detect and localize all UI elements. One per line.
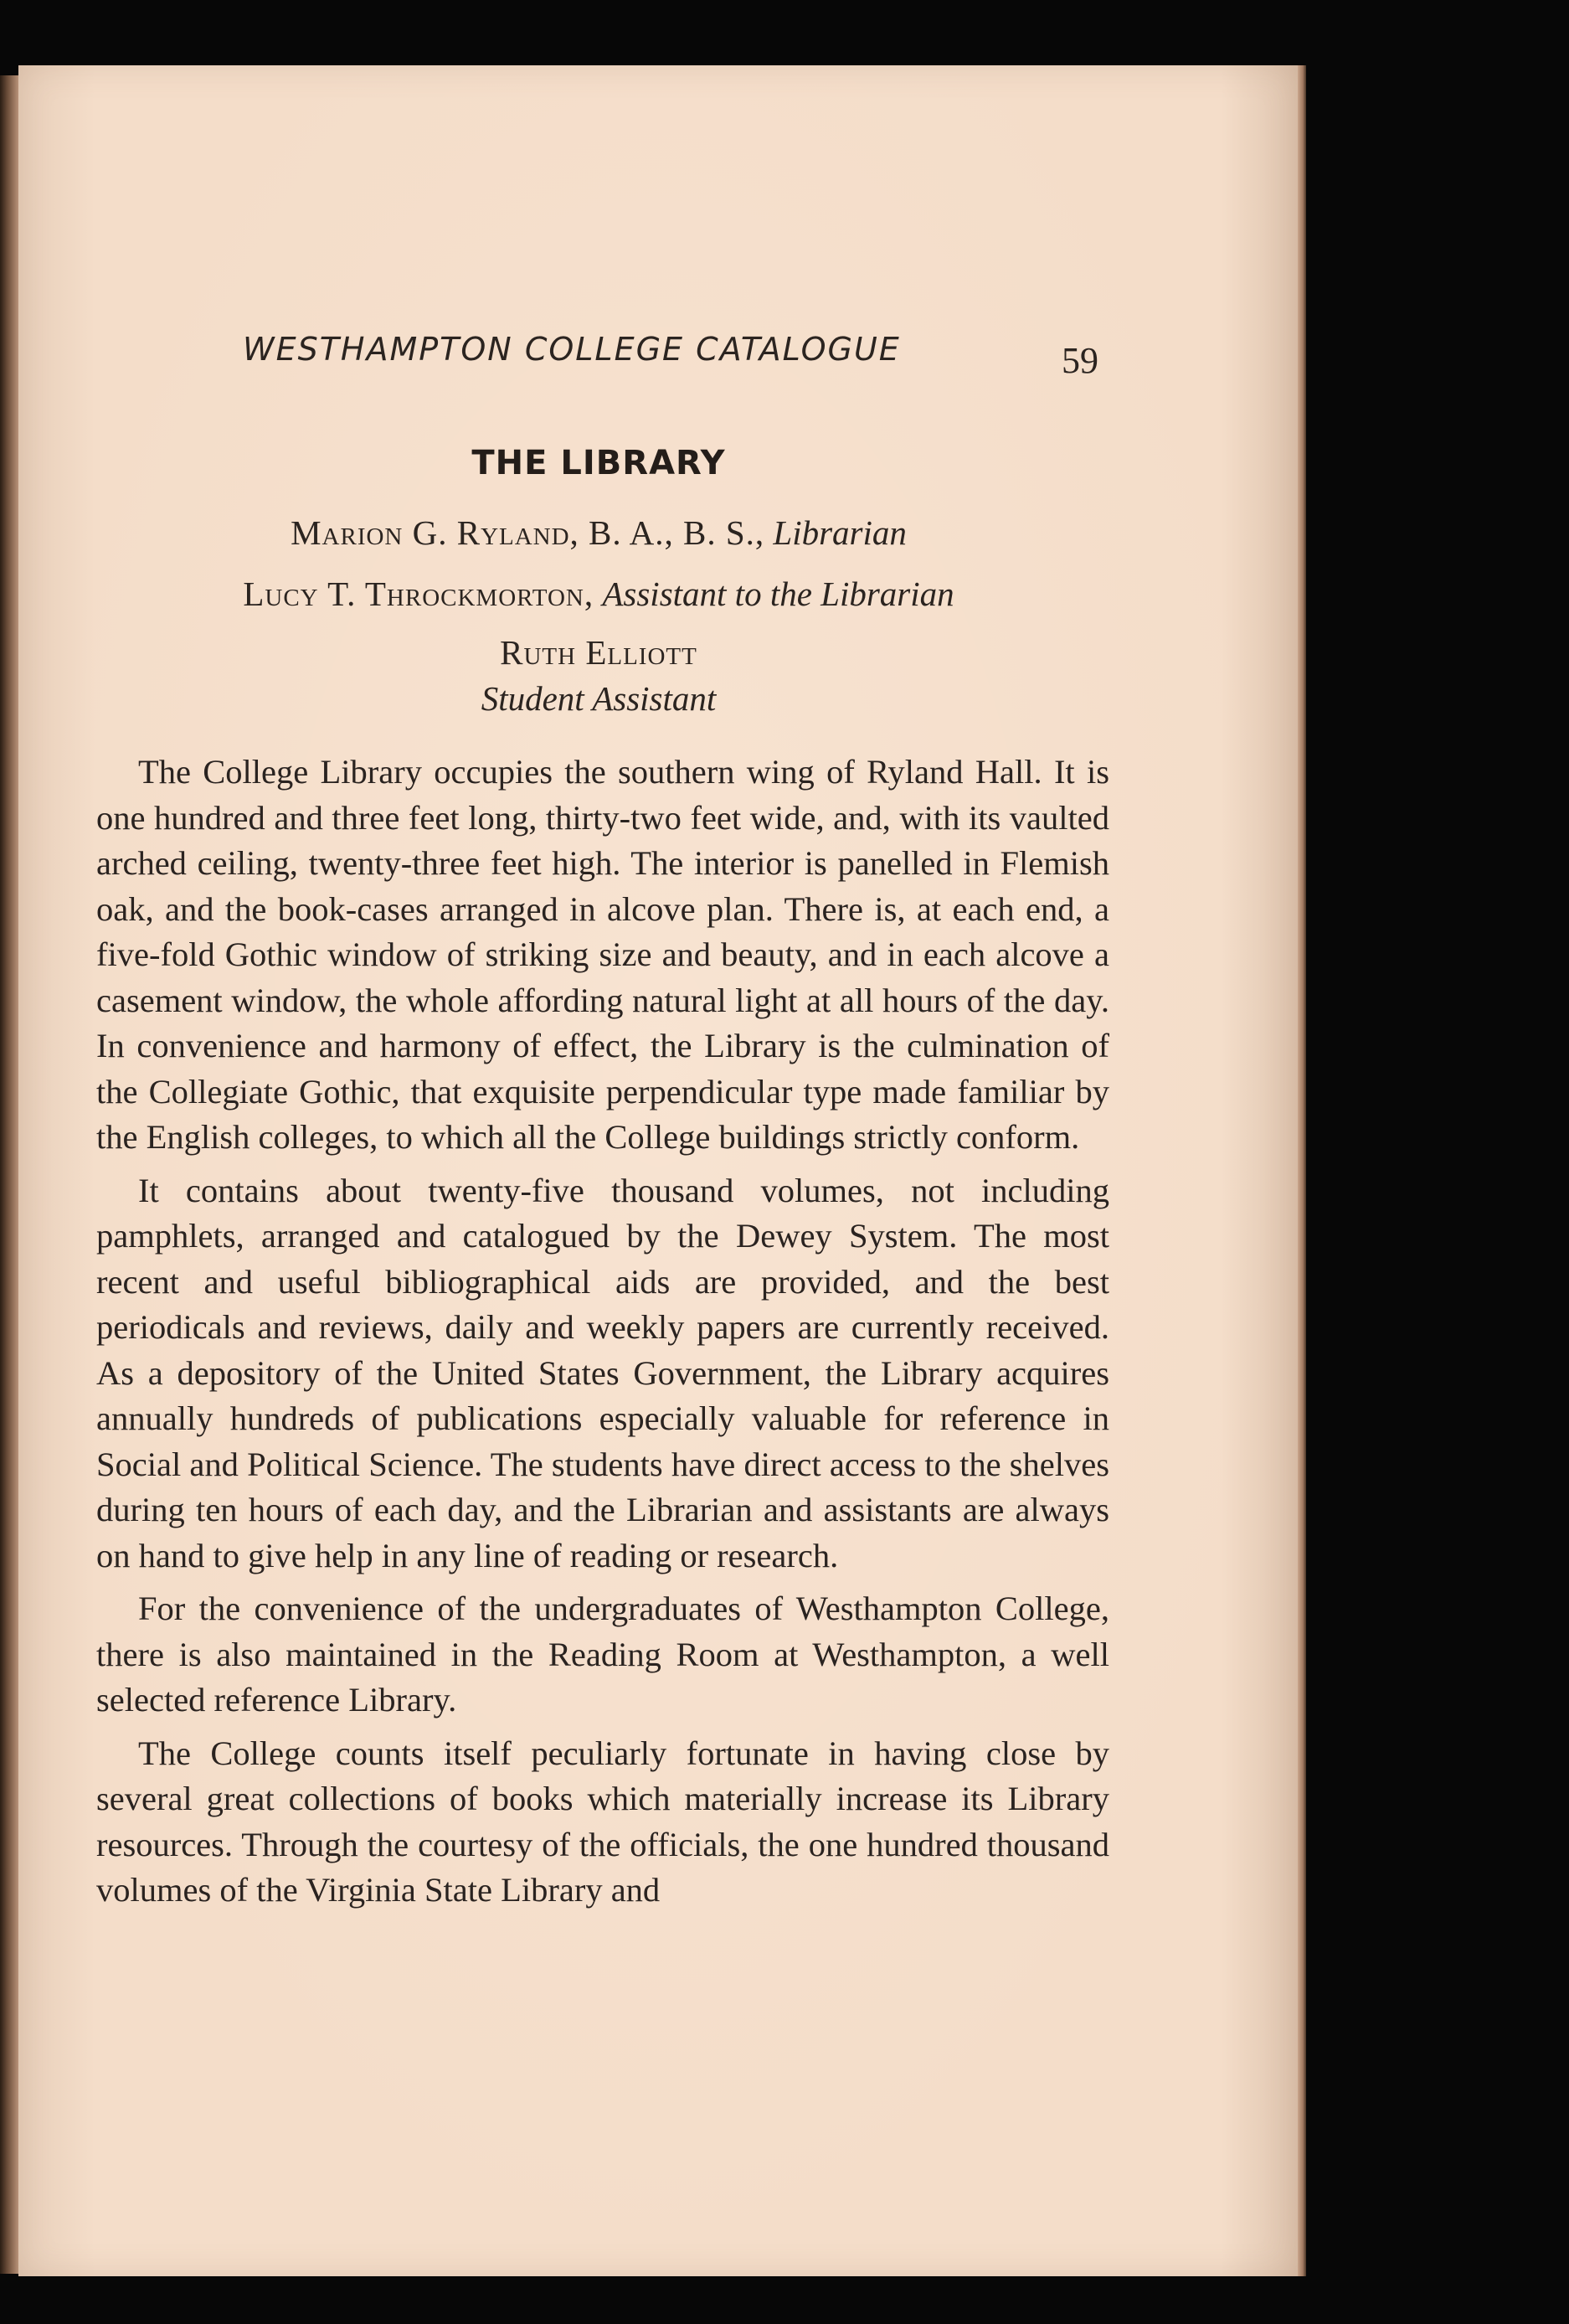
- staff-role: Assistant to the Librarian: [602, 575, 954, 613]
- page-number: 59: [1062, 340, 1098, 381]
- paragraph: The College Library occupies the southern wing of Ryland Hall. It is one hundred and three feet long, thirty-two feet wide, and, with its vaulted arched ceiling, twenty-three feet high. The interior is panelled in Flemish oak, and the book-cases arranged in alcove plan. There is, at each end, a five-fold Gothic window of striking size and beauty, and in each alcove a casement window, the whole affording natural light at all hours of the day. In convenience and harmony of effect, the Library is the culmination of the Collegiate Gothic, that exquisite perpendicular type made familiar by the English colleges, to which all the College buildings strictly conform.: [96, 753, 1109, 1156]
- facing-page-edge: [0, 75, 18, 2274]
- staff-name: Lucy T. Throckmorton,: [243, 575, 594, 613]
- staff-line-assistant: [0, 574, 1197, 614]
- staff-line-student-role: [0, 678, 1197, 719]
- staff-role: Student Assistant: [481, 679, 717, 718]
- staff-name: Marion G. Ryland, B. A., B. S.,: [291, 513, 765, 552]
- staff-name: Ruth Elliott: [500, 633, 697, 672]
- paragraph: For the convenience of the undergraduates of Westhampton College, there is also maintained in the Reading Room at Westhampton, a well selected reference Library.: [96, 1590, 1109, 1719]
- staff-line-student-name: [0, 632, 1197, 672]
- paragraph: The College counts itself peculiarly fortunate in having close by several great collections of books which materially increase its Library resources. Through the courtesy of the officials, the one hundred thousand volumes of the Virginia State Library and: [96, 1734, 1109, 1909]
- section-title: THE LIBRARY: [471, 444, 726, 482]
- running-head: WESTHAMPTON COLLEGE CATALOGUE: [243, 331, 901, 368]
- body-text: [96, 750, 1109, 1921]
- staff-role: Librarian: [773, 513, 907, 552]
- page-fore-edge: [1298, 65, 1306, 2276]
- staff-line-librarian: [0, 513, 1197, 553]
- paragraph: It contains about twenty-five thousand volumes, not including pamphlets, arranged and catalogued by the Dewey System. The most recent and useful bibliographical aids are provided, and the best periodicals and reviews, daily and weekly papers are currently received. As a depository of the United States Government, the Library acquires annually hundreds of publications especially valuable for reference in Social and Political Science. The students have direct access to the shelves during ten hours of each day, and the Librarian and assistants are always on hand to give help in any line of reading or research.: [96, 1171, 1109, 1574]
